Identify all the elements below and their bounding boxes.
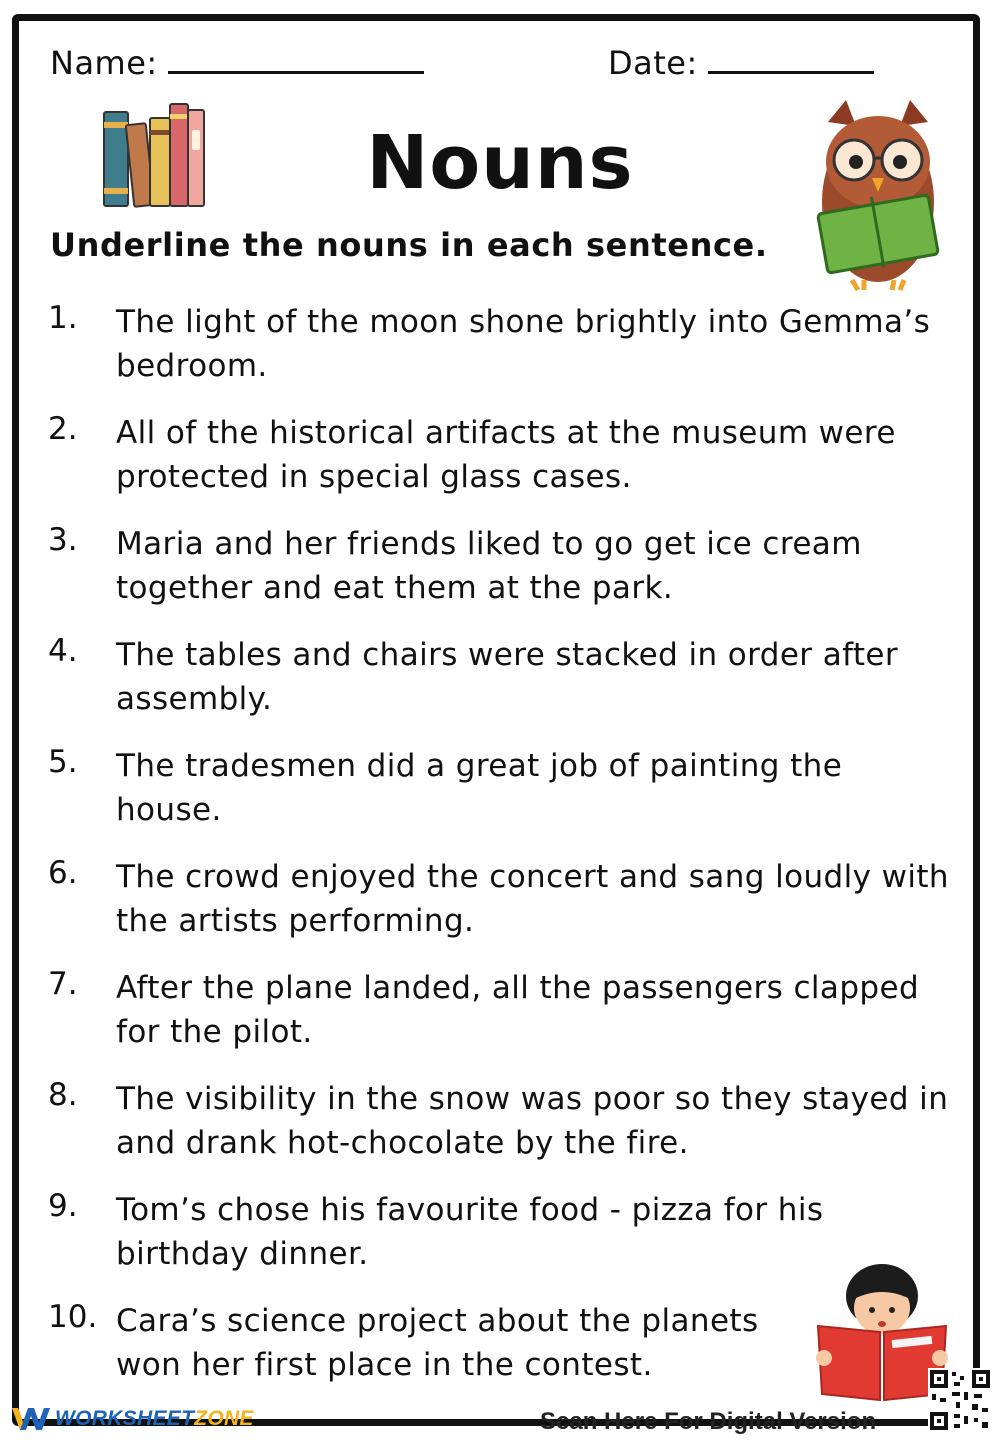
item-number: 4. xyxy=(48,633,78,669)
name-blank-line[interactable] xyxy=(168,45,424,74)
date-blank-line[interactable] xyxy=(708,45,874,74)
list-item xyxy=(48,1077,948,1188)
item-sentence: Cara’s science project about the planets won her first place in the contest. xyxy=(116,1303,759,1383)
item-number: 8. xyxy=(48,1077,78,1113)
item-number: 9. xyxy=(48,1188,78,1224)
item-number: 1. xyxy=(48,300,78,336)
page-title: Nouns xyxy=(366,120,634,206)
list-item xyxy=(48,633,948,744)
owl-reading-icon xyxy=(808,92,948,292)
logo-text-zone: ZONE xyxy=(194,1407,254,1430)
item-number: 6. xyxy=(48,855,78,891)
list-item xyxy=(48,411,948,522)
item-sentence: The visibility in the snow was poor so they stayed in and drank hot-chocolate by the fire. xyxy=(116,1081,949,1161)
list-item xyxy=(48,300,948,411)
name-label: Name: xyxy=(50,44,158,82)
sentence-list xyxy=(48,300,948,1410)
list-item xyxy=(48,966,948,1077)
item-number: 5. xyxy=(48,744,78,780)
item-sentence: Maria and her friends liked to go get ice cream together and eat them at the park. xyxy=(116,526,862,606)
logo-text xyxy=(55,1407,254,1431)
instruction-text: Underline the nouns in each sentence. xyxy=(50,226,768,264)
item-sentence: The light of the moon shone brightly into Gemma’s bedroom. xyxy=(116,304,931,384)
worksheetzone-logo[interactable] xyxy=(10,1404,254,1434)
date-label: Date: xyxy=(608,44,698,82)
item-sentence: The tradesmen did a great job of painting the house. xyxy=(116,748,843,828)
item-sentence: All of the historical artifacts at the museum were protected in special glass cases. xyxy=(116,415,896,495)
logo-text-worksheet: WORKSHEET xyxy=(55,1407,195,1430)
item-number: 3. xyxy=(48,522,78,558)
scan-instruction: Scan Here For Digital Version xyxy=(540,1408,877,1435)
date-field[interactable] xyxy=(608,44,874,82)
worksheetzone-logo-icon xyxy=(10,1404,52,1434)
name-field[interactable] xyxy=(50,44,424,82)
list-item xyxy=(48,522,948,633)
item-sentence: The crowd enjoyed the concert and sang loudly with the artists performing. xyxy=(116,859,949,939)
item-number: 10. xyxy=(48,1299,98,1335)
item-sentence: Tom’s chose his favourite food - pizza for his birthday dinner. xyxy=(116,1192,824,1272)
qr-code-icon[interactable] xyxy=(928,1368,992,1432)
item-sentence: After the plane landed, all the passengers clapped for the pilot. xyxy=(116,970,920,1050)
books-icon xyxy=(100,100,208,210)
item-number: 2. xyxy=(48,411,78,447)
list-item xyxy=(48,744,948,855)
item-sentence: The tables and chairs were stacked in order after assembly. xyxy=(116,637,899,717)
item-number: 7. xyxy=(48,966,78,1002)
list-item xyxy=(48,855,948,966)
